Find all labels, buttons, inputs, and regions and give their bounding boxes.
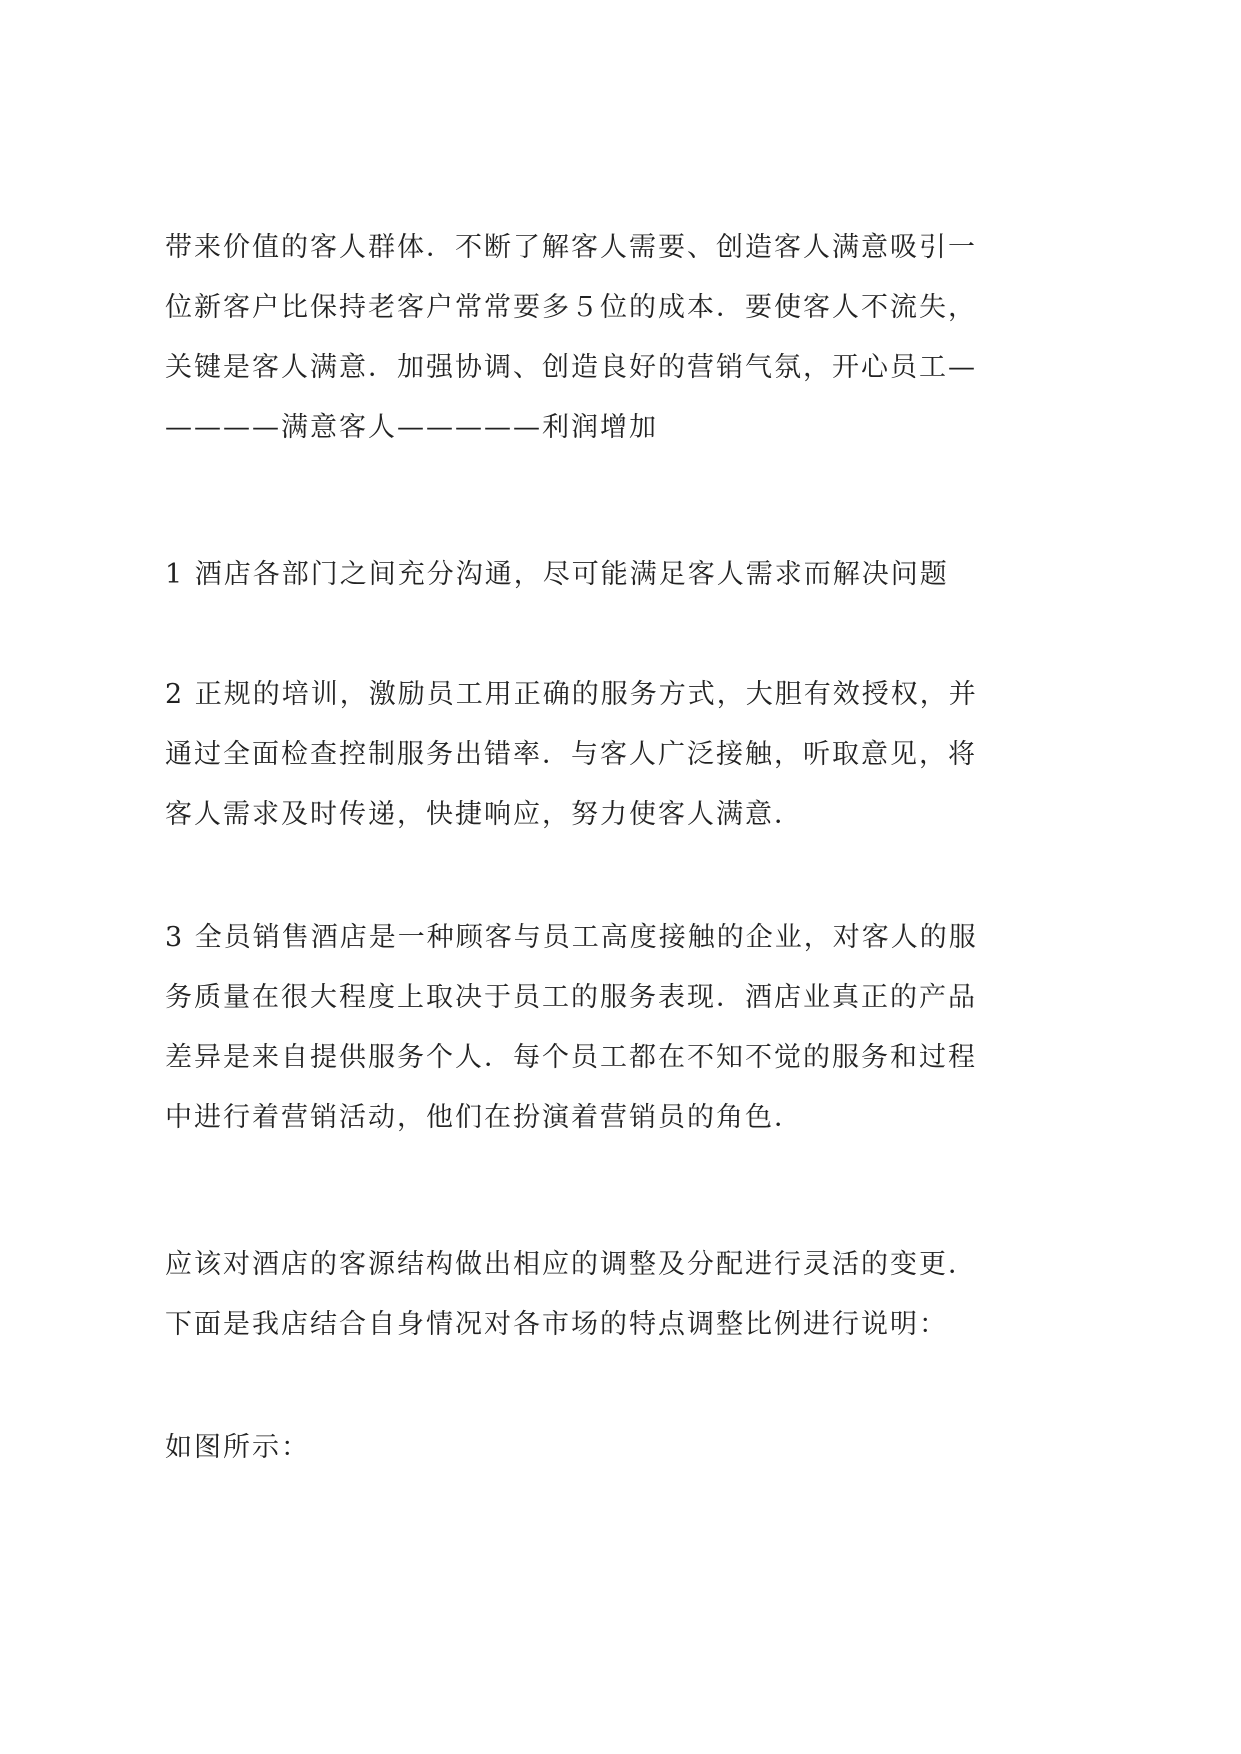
text-line: 差异是来自提供服务个人．每个员工都在不知不觉的服务和过程 — [165, 1042, 977, 1073]
text-line: ————满意客人—————利润增加 — [165, 412, 658, 443]
text-line: 应该对酒店的客源结构做出相应的调整及分配进行灵活的变更． — [165, 1249, 977, 1280]
text-line: 通过全面检查控制服务出错率．与客人广泛接触，听取意见，将 — [165, 739, 977, 770]
paragraph-item-2 — [165, 665, 1095, 845]
text-line: 务质量在很大程度上取决于员工的服务表现．酒店业真正的产品 — [165, 982, 977, 1013]
text-line: 客人需求及时传递，快捷响应，努力使客人满意． — [165, 799, 803, 830]
text-line: 下面是我店结合自身情况对各市场的特点调整比例进行说明： — [165, 1309, 948, 1340]
text-line: 带来价值的客人群体．不断了解客人需要、创造客人满意吸引一 — [165, 232, 977, 263]
paragraph-figure-reference — [165, 1418, 1095, 1478]
paragraph-customer-value — [165, 218, 1095, 458]
text-line: 1 酒店各部门之间充分沟通，尽可能满足客人需求而解决问题 — [165, 559, 949, 590]
paragraph-item-3 — [165, 908, 1095, 1148]
text-line: 位新客户比保持老客户常常要多５位的成本．要使客人不流失， — [165, 292, 977, 323]
paragraph-market-adjustment — [165, 1235, 1095, 1355]
text-line: 中进行着营销活动，他们在扮演着营销员的角色． — [165, 1102, 803, 1133]
text-line: 2 正规的培训，激励员工用正确的服务方式，大胆有效授权，并 — [165, 679, 978, 710]
paragraph-item-1 — [165, 545, 1095, 605]
text-line: 3 全员销售酒店是一种顾客与员工高度接触的企业，对客人的服 — [165, 922, 978, 953]
text-line: 关键是客人满意．加强协调、创造良好的营销气氛，开心员工— — [165, 352, 977, 383]
text-line: 如图所示： — [165, 1432, 310, 1463]
